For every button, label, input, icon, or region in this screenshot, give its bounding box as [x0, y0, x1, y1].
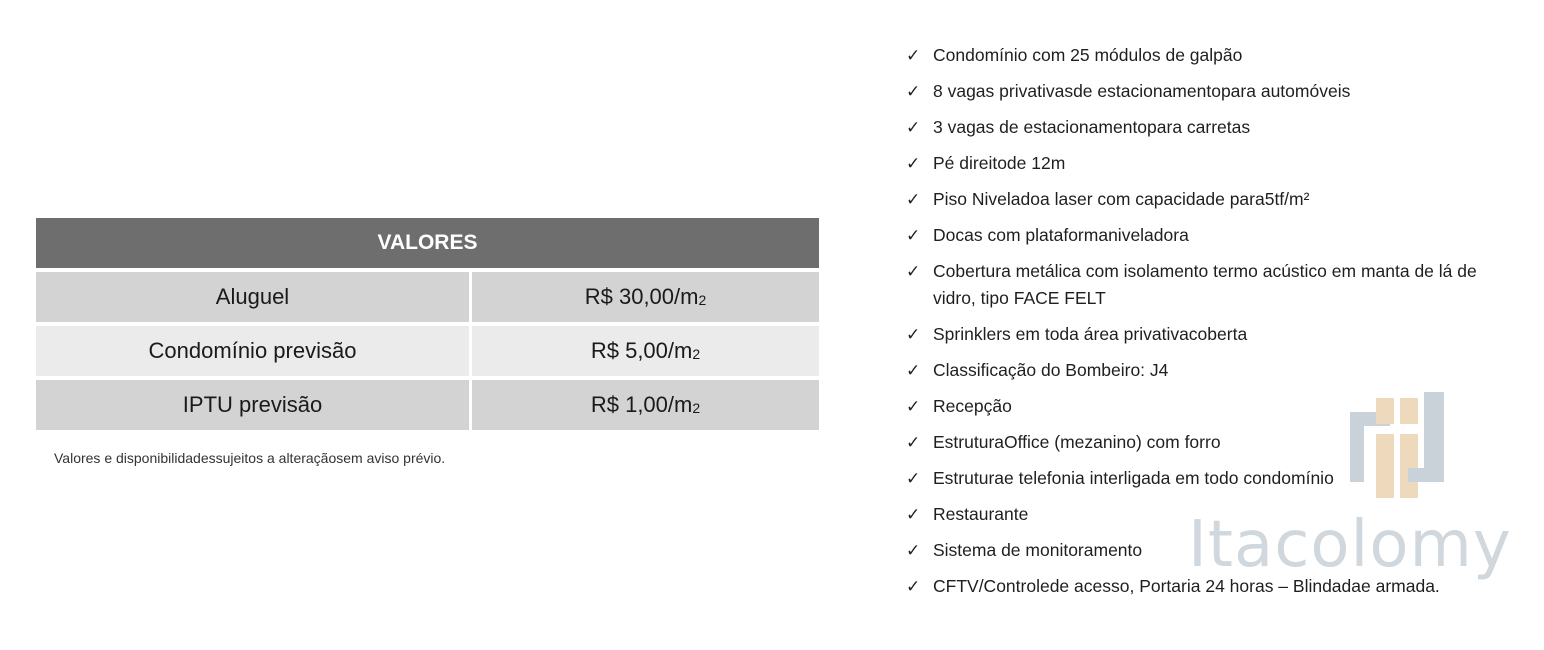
features-list	[906, 42, 1521, 609]
row-value-amount: R$ 30,00/m	[584, 284, 699, 309]
list-item	[906, 393, 1521, 420]
list-item	[906, 150, 1521, 177]
checkmark-icon: ✓	[906, 397, 921, 416]
list-item	[906, 186, 1521, 213]
list-item	[906, 465, 1521, 492]
checkmark-icon: ✓	[906, 541, 921, 560]
table-row	[36, 326, 819, 376]
feature-text: 8 vagas privativasde estacionamentopara automóveis	[933, 81, 1351, 101]
list-item	[906, 573, 1521, 600]
row-value-unit-exponent: 2	[698, 292, 707, 308]
list-item	[906, 429, 1521, 456]
table-row	[36, 272, 819, 322]
feature-text: Recepção	[933, 396, 1012, 416]
feature-text: Pé direitode 12m	[933, 153, 1066, 173]
feature-text: 3 vagas de estacionamentopara carretas	[933, 117, 1251, 137]
disclaimer-note: Valores e disponibilidadessujeitos a alteraçãosem aviso prévio.	[54, 450, 446, 466]
list-item	[906, 222, 1521, 249]
list-item	[906, 78, 1521, 105]
row-label: IPTU previsão	[36, 380, 469, 430]
feature-text: CFTV/Controlede acesso, Portaria 24 horas – Blindadae armada.	[933, 576, 1440, 596]
values-table-header: VALORES	[36, 218, 819, 268]
feature-text: Restaurante	[933, 504, 1029, 524]
checkmark-icon: ✓	[906, 325, 921, 344]
checkmark-icon: ✓	[906, 118, 921, 137]
checkmark-icon: ✓	[906, 82, 921, 101]
watermark-text: Itacolomy	[1188, 508, 1512, 582]
list-item	[906, 42, 1521, 69]
row-value-unit-exponent: 2	[692, 346, 701, 362]
feature-text: EstruturaOffice (mezanino) com forro	[933, 432, 1221, 452]
feature-text: Estruturae telefonia interligada em todo condomínio	[933, 468, 1334, 488]
checkmark-icon: ✓	[906, 433, 921, 452]
checkmark-icon: ✓	[906, 469, 921, 488]
feature-text: Condomínio com 25 módulos de galpão	[933, 45, 1243, 65]
table-row	[36, 380, 819, 430]
feature-text: Cobertura metálica com isolamento termo acústico em manta de lá de vidro, tipo FACE FELT	[933, 261, 1477, 308]
checkmark-icon: ✓	[906, 190, 921, 209]
checkmark-icon: ✓	[906, 46, 921, 65]
list-item	[906, 537, 1521, 564]
values-table	[36, 218, 819, 434]
checkmark-icon: ✓	[906, 577, 921, 596]
checkmark-icon: ✓	[906, 505, 921, 524]
list-item	[906, 114, 1521, 141]
list-item	[906, 258, 1521, 312]
checkmark-icon: ✓	[906, 262, 921, 281]
row-value-amount: R$ 1,00/m	[590, 392, 693, 417]
row-value	[472, 272, 819, 322]
list-item	[906, 501, 1521, 528]
feature-text: Sistema de monitoramento	[933, 540, 1143, 560]
feature-text: Docas com plataformaniveladora	[933, 225, 1189, 245]
feature-text: Piso Niveladoa laser com capacidade para5tf/m²	[933, 189, 1310, 209]
row-value	[472, 380, 819, 430]
row-label: Condomínio previsão	[36, 326, 469, 376]
checkmark-icon: ✓	[906, 154, 921, 173]
feature-text: Classificação do Bombeiro: J4	[933, 360, 1169, 380]
list-item	[906, 321, 1521, 348]
checkmark-icon: ✓	[906, 226, 921, 245]
checkmark-icon: ✓	[906, 361, 921, 380]
row-value-amount: R$ 5,00/m	[590, 338, 693, 363]
row-label: Aluguel	[36, 272, 469, 322]
list-item	[906, 357, 1521, 384]
feature-text: Sprinklers em toda área privativacoberta	[933, 324, 1248, 344]
row-value-unit-exponent: 2	[692, 400, 701, 416]
row-value	[472, 326, 819, 376]
